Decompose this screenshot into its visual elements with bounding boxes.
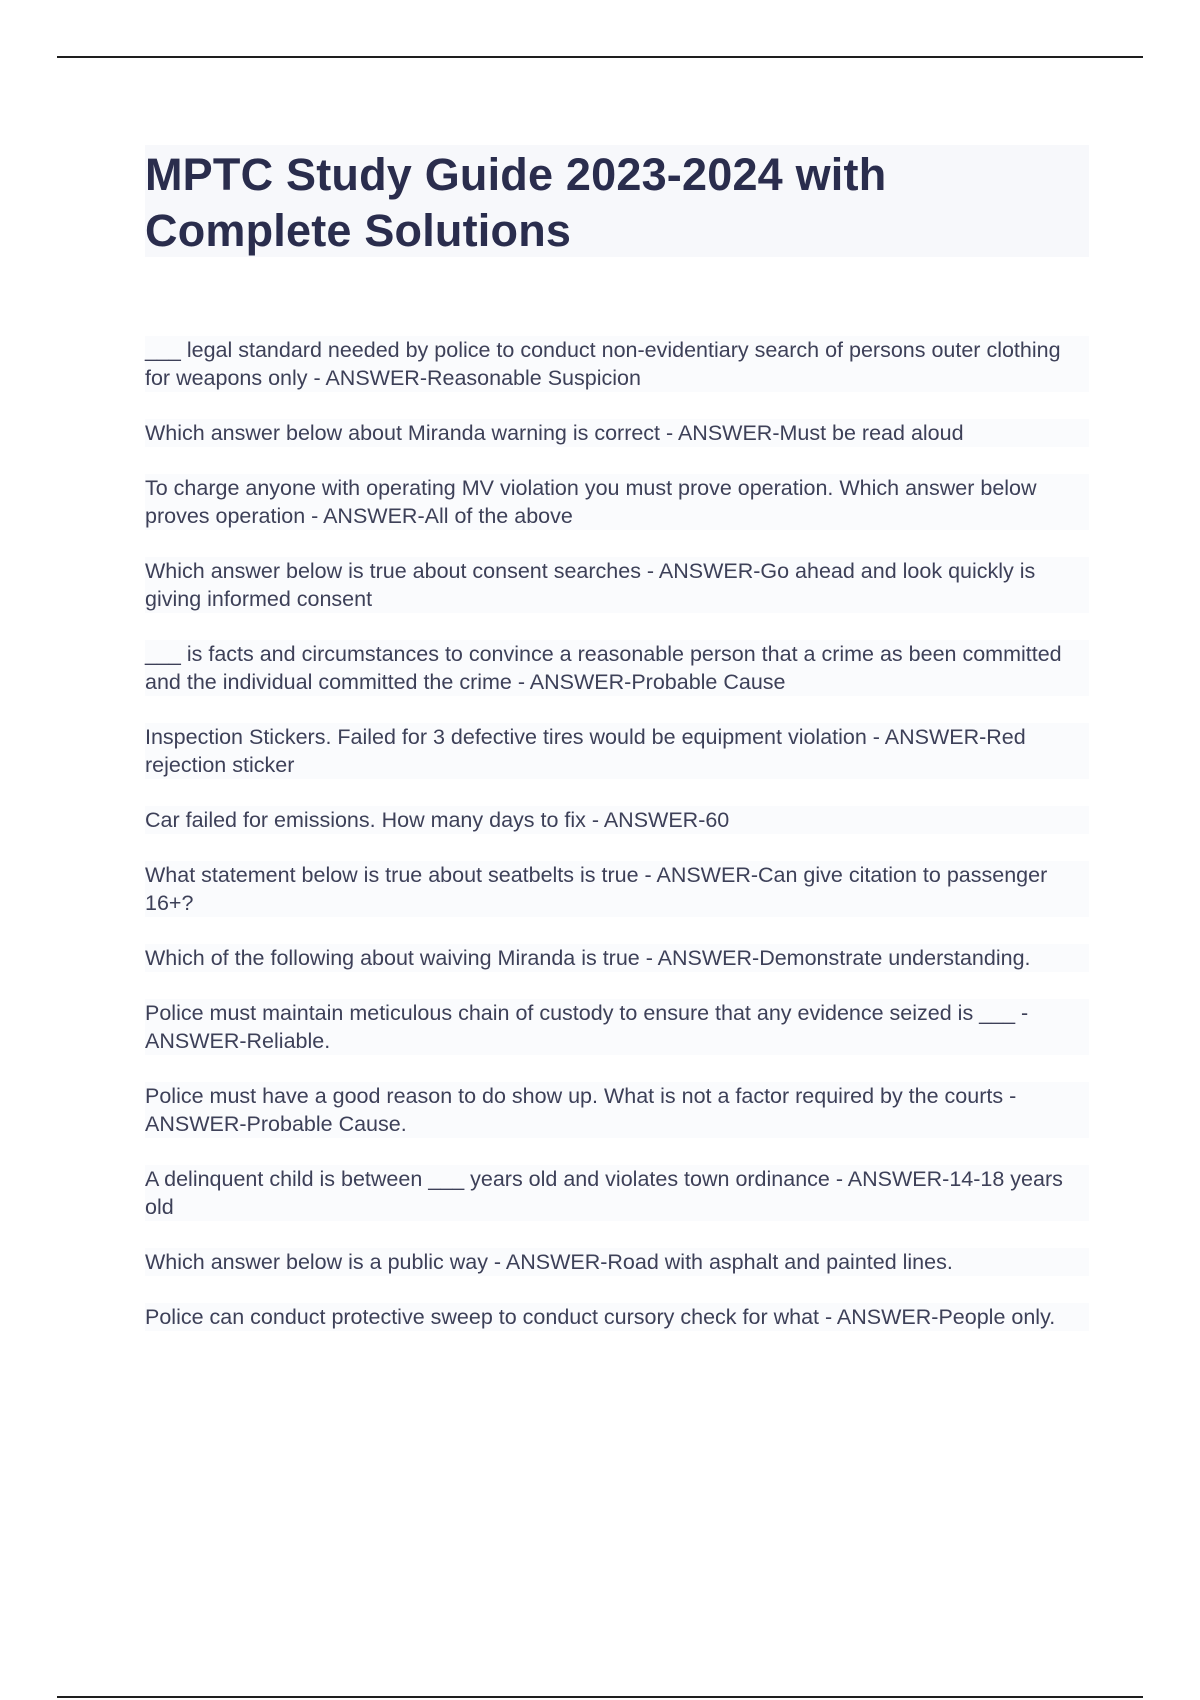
qa-item: Which of the following about waiving Miranda is true - ANSWER-Demonstrate understanding. — [145, 944, 1089, 972]
qa-item: Inspection Stickers. Failed for 3 defective tires would be equipment violation - ANSWER-Red rejection sticker — [145, 723, 1089, 779]
qa-item: Which answer below is true about consent searches - ANSWER-Go ahead and look quickly is giving informed consent — [145, 557, 1089, 613]
qa-item: To charge anyone with operating MV violation you must prove operation. Which answer below proves operation - ANSWER-All of the above — [145, 474, 1089, 530]
qa-item: Which answer below about Miranda warning is correct - ANSWER-Must be read aloud — [145, 419, 1089, 447]
qa-item: Car failed for emissions. How many days to fix - ANSWER-60 — [145, 806, 1089, 834]
qa-item: ___ is facts and circumstances to convince a reasonable person that a crime as been committed and the individual committed the crime - ANSWER-Probable Cause — [145, 640, 1089, 696]
qa-item: A delinquent child is between ___ years old and violates town ordinance - ANSWER-14-18 years old — [145, 1165, 1089, 1221]
qa-item: ___ legal standard needed by police to conduct non-evidentiary search of persons outer clothing for weapons only - ANSWER-Reasonable Suspicion — [145, 336, 1089, 392]
qa-item: What statement below is true about seatbelts is true - ANSWER-Can give citation to passenger 16+? — [145, 861, 1089, 917]
title-block — [145, 145, 1089, 257]
qa-item: Police can conduct protective sweep to conduct cursory check for what - ANSWER-People only. — [145, 1303, 1089, 1331]
qa-item: Which answer below is a public way - ANSWER-Road with asphalt and painted lines. — [145, 1248, 1089, 1276]
qa-item: Police must have a good reason to do show up. What is not a factor required by the courts - ANSWER-Probable Cause. — [145, 1082, 1089, 1138]
document-title: MPTC Study Guide 2023-2024 with Complete Solutions — [145, 149, 887, 256]
bottom-divider — [57, 1696, 1143, 1698]
qa-list — [145, 336, 1089, 1358]
qa-item: Police must maintain meticulous chain of custody to ensure that any evidence seized is ___ - ANSWER-Reliable. — [145, 999, 1089, 1055]
top-divider — [57, 56, 1143, 58]
